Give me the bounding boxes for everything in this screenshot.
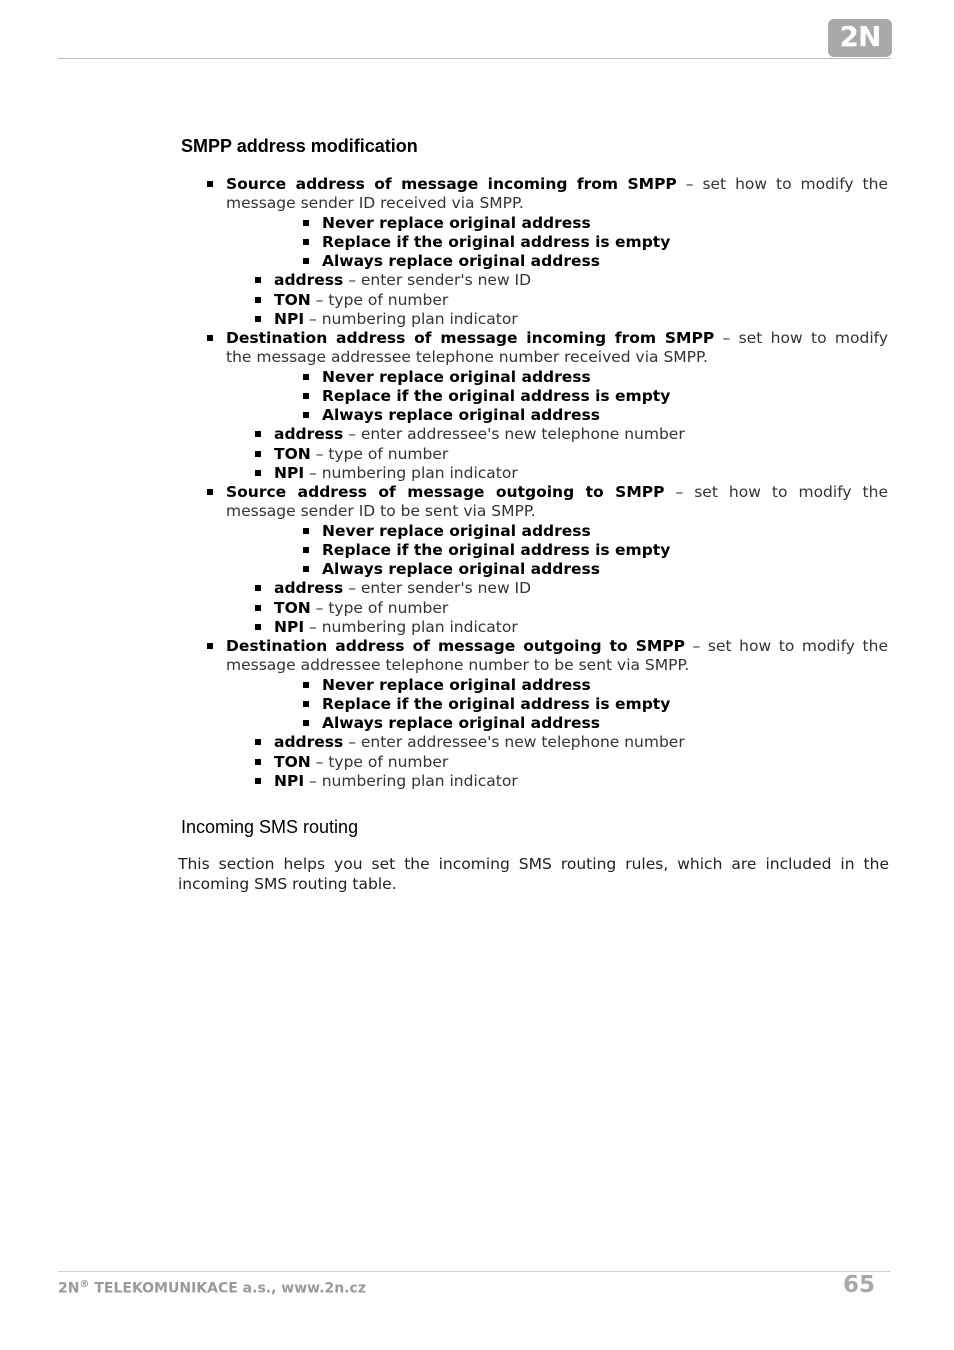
list-item-field (274, 271, 531, 290)
list-item-field (274, 733, 685, 752)
field-term: NPI (274, 309, 305, 328)
setting-desc: – set how to modify the (676, 175, 888, 193)
bullet-icon (207, 181, 213, 187)
footer-company (58, 1279, 366, 1297)
field-term: TON (274, 752, 311, 771)
field-desc: – numbering plan indicator (304, 771, 518, 790)
setting-desc: – set how to modify (714, 329, 889, 347)
bullet-icon (255, 451, 261, 457)
option-label: Always replace original address (322, 406, 600, 424)
field-term: TON (274, 444, 311, 463)
list-item-setting (226, 175, 888, 194)
bullet-icon (255, 605, 261, 611)
bullet-icon (303, 239, 309, 245)
setting-desc-continued: message sender ID received via SMPP. (226, 194, 524, 213)
field-desc: – type of number (310, 752, 449, 771)
field-desc: – numbering plan indicator (304, 463, 518, 482)
bullet-icon (255, 624, 261, 630)
bullet-icon (207, 489, 213, 495)
section-title-smpp: SMPP address modification (181, 136, 418, 156)
bullet-icon (207, 643, 213, 649)
list-item-field (274, 772, 518, 791)
field-term: address (274, 733, 344, 752)
bullet-icon (303, 566, 309, 572)
field-term: address (274, 579, 344, 598)
list-item-option (322, 406, 600, 425)
company-logo (828, 19, 892, 57)
field-desc: – enter sender's new ID (343, 579, 532, 598)
list-item-option (322, 214, 591, 233)
bullet-icon (303, 547, 309, 553)
option-label: Replace if the original address is empty (322, 232, 671, 251)
field-desc: – enter sender's new ID (343, 271, 532, 290)
list-item-option (322, 522, 591, 541)
field-desc: – numbering plan indicator (304, 309, 518, 328)
bullet-icon (255, 739, 261, 745)
setting-term: Destination address of message incoming from SMPP (226, 329, 715, 347)
list-item-option (322, 252, 600, 271)
bullet-icon (207, 335, 213, 341)
routing-paragraph (178, 855, 889, 894)
list-item-field (274, 445, 448, 464)
bullet-icon (255, 277, 261, 283)
option-label: Replace if the original address is empty (322, 540, 671, 559)
field-desc: – type of number (310, 290, 449, 309)
setting-desc: – set how to modify the (685, 637, 888, 655)
bullet-icon (303, 258, 309, 264)
option-label: Never replace original address (322, 367, 591, 386)
bullet-icon (303, 412, 309, 418)
list-item-option (322, 387, 670, 406)
list-item-field (274, 425, 685, 444)
list-item-field (274, 464, 518, 483)
setting-term: Destination address of message outgoing to SMPP (226, 637, 685, 655)
field-term: TON (274, 290, 311, 309)
bullet-icon (303, 701, 309, 707)
list-item-field (274, 618, 518, 637)
bullet-icon (303, 393, 309, 399)
logo-text: 2N (839, 20, 881, 53)
list-item-field (274, 291, 448, 310)
field-term: address (274, 271, 344, 290)
option-label: Always replace original address (322, 714, 600, 732)
list-item-field (274, 579, 531, 598)
field-term: TON (274, 598, 311, 617)
option-label: Always replace original address (322, 252, 600, 270)
list-item-option (322, 368, 591, 387)
page-number: 65 (842, 1272, 875, 1298)
registered-mark: ® (79, 1279, 90, 1290)
header-rule (58, 58, 891, 59)
bullet-icon (255, 585, 261, 591)
option-label: Replace if the original address is empty (322, 386, 671, 405)
field-term: NPI (274, 617, 305, 636)
list-item-setting (226, 483, 888, 502)
setting-desc-continued: message sender ID to be sent via SMPP. (226, 502, 536, 521)
setting-term: Source address of message outgoing to SMPP (226, 483, 665, 501)
footer-brand: 2N (58, 1280, 80, 1297)
field-desc: – numbering plan indicator (304, 617, 518, 636)
footer-company-text: TELEKOMUNIKACE a.s., www.2n.cz (89, 1280, 366, 1297)
setting-desc: – set how to modify the (664, 483, 888, 501)
list-item-field (274, 310, 518, 329)
field-desc: – enter addressee's new telephone number (343, 425, 685, 444)
bullet-icon (303, 374, 309, 380)
bullet-icon (255, 759, 261, 765)
option-label: Never replace original address (322, 521, 591, 540)
setting-desc-continued: message addressee telephone number to be sent via SMPP. (226, 656, 690, 675)
footer-rule (58, 1271, 891, 1272)
routing-paragraph-line1: This section helps you set the incoming SMS routing rules, which are included in the (178, 855, 889, 873)
bullet-icon (255, 316, 261, 322)
list-item-field (274, 599, 448, 618)
list-item-option (322, 714, 600, 733)
field-term: address (274, 425, 344, 444)
setting-desc-continued: the message addressee telephone number received via SMPP. (226, 348, 708, 367)
list-item-option (322, 560, 600, 579)
list-item-option (322, 541, 670, 560)
bullet-icon (303, 682, 309, 688)
option-label: Never replace original address (322, 213, 591, 232)
option-label: Replace if the original address is empty (322, 694, 671, 713)
field-term: NPI (274, 463, 305, 482)
section-title-routing: Incoming SMS routing (181, 817, 359, 837)
list-item-option (322, 233, 670, 252)
field-desc: – type of number (310, 444, 449, 463)
field-desc: – enter addressee's new telephone number (343, 733, 685, 752)
bullet-icon (255, 297, 261, 303)
list-item-setting (226, 637, 888, 656)
bullet-icon (303, 720, 309, 726)
field-term: NPI (274, 771, 305, 790)
list-item-field (274, 753, 448, 772)
field-desc: – type of number (310, 598, 449, 617)
list-item-option (322, 695, 670, 714)
option-label: Never replace original address (322, 675, 591, 694)
bullet-icon (255, 470, 261, 476)
bullet-icon (255, 778, 261, 784)
list-item-option (322, 676, 591, 695)
option-label: Always replace original address (322, 560, 600, 578)
routing-paragraph-line2: incoming SMS routing table. (178, 874, 397, 893)
list-item-setting (226, 329, 888, 348)
bullet-icon (255, 431, 261, 437)
bullet-icon (303, 220, 309, 226)
setting-term: Source address of message incoming from SMPP (226, 175, 677, 193)
bullet-icon (303, 528, 309, 534)
